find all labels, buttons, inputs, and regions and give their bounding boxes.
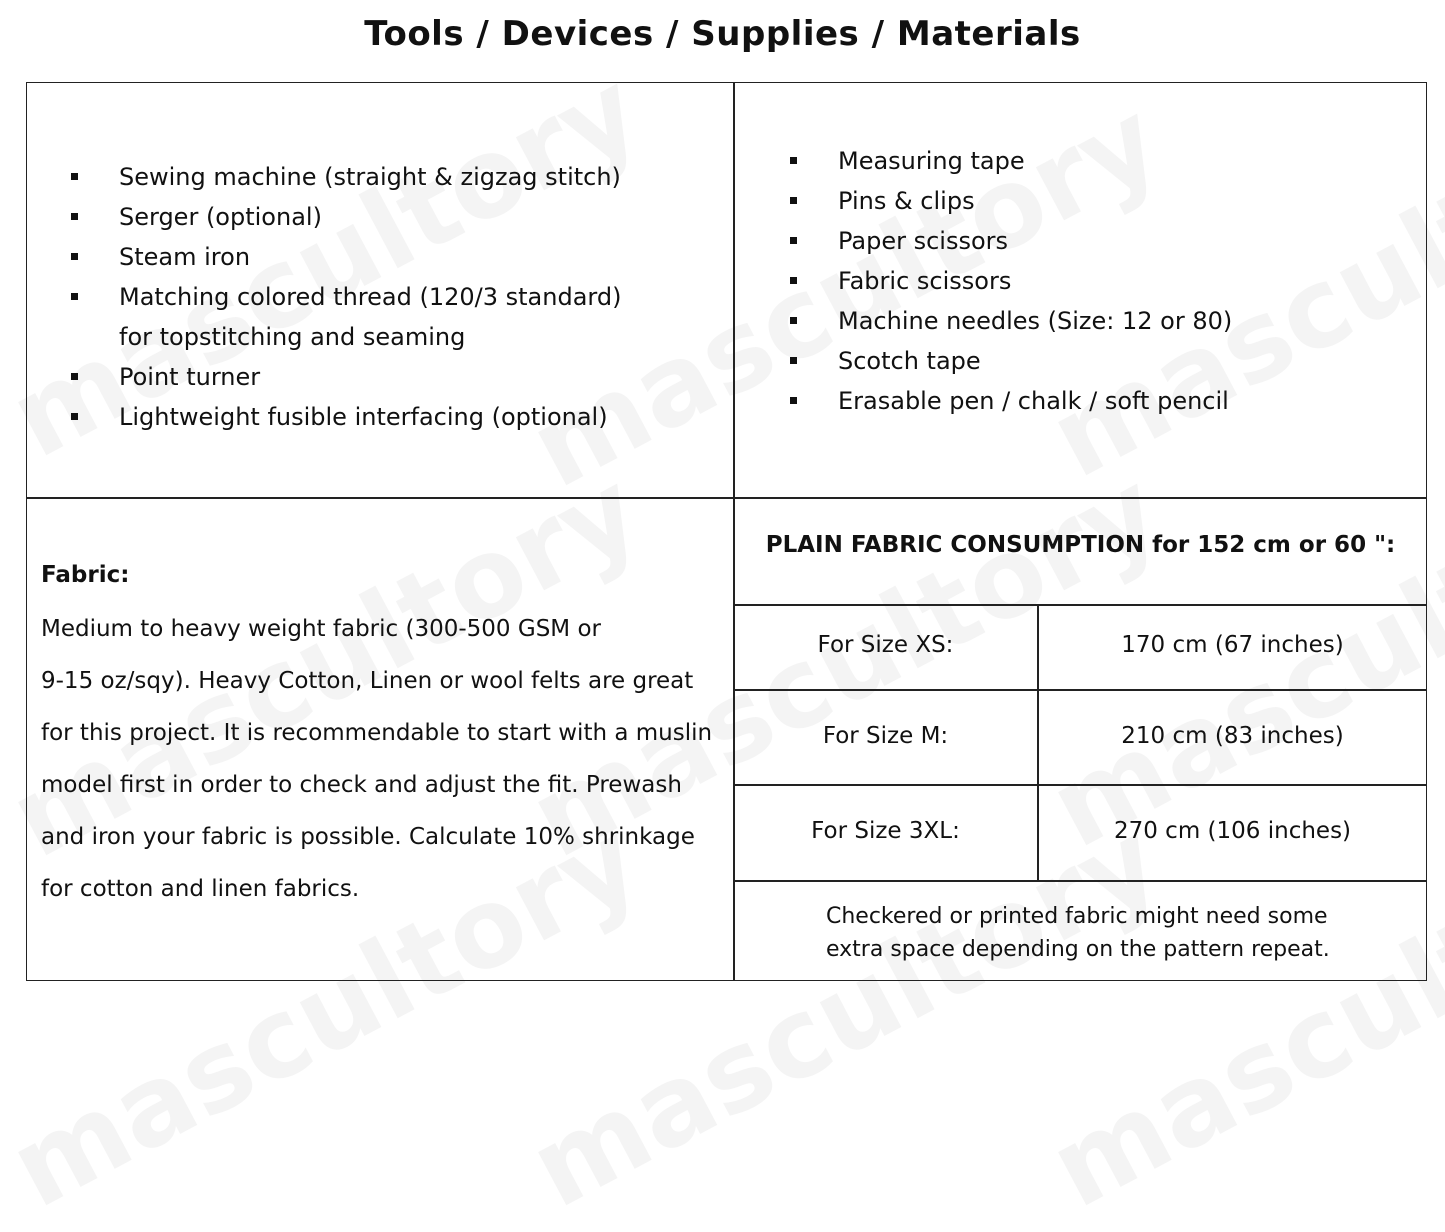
- consumption-divider: [733, 604, 1427, 606]
- fabric-heading: Fabric:: [41, 562, 130, 588]
- list-item: [71, 397, 711, 437]
- list-item-text: Paper scissors: [838, 227, 1009, 255]
- size-label: For Size 3XL:: [811, 818, 960, 844]
- size-amount: 270 cm (106 inches): [1113, 818, 1352, 844]
- list-item: [71, 277, 711, 357]
- pattern-repeat-note: [826, 900, 1416, 966]
- fabric-line: Medium to heavy weight fabric (300-500 GSM or: [41, 616, 601, 642]
- size-label: For Size M:: [822, 723, 949, 749]
- list-item: [71, 197, 711, 237]
- list-item: [71, 357, 711, 397]
- consumption-divider: [733, 689, 1427, 691]
- list-item: [790, 181, 1410, 221]
- list-item: [790, 221, 1410, 261]
- fabric-description: [41, 603, 731, 915]
- tools-list-right: [790, 141, 1410, 421]
- list-item-text: Matching colored thread (120/3 standard): [119, 283, 622, 311]
- page-title: Tools / Devices / Supplies / Materials: [364, 14, 1081, 54]
- list-item-text: Point turner: [119, 363, 261, 391]
- fabric-section: [41, 553, 731, 915]
- list-item: [790, 261, 1410, 301]
- consumption-title: PLAIN FABRIC CONSUMPTION for 152 cm or 60 ":: [765, 532, 1396, 558]
- fabric-line: for cotton and linen fabrics.: [41, 876, 360, 902]
- fabric-line: for this project. It is recommendable to start with a muslin: [41, 720, 713, 746]
- list-item: [790, 301, 1410, 341]
- tools-list-left: [71, 157, 711, 437]
- list-item-text: Lightweight fusible interfacing (optional): [119, 403, 608, 431]
- list-item-text: Machine needles (Size: 12 or 80): [838, 307, 1233, 335]
- consumption-divider: [733, 880, 1427, 882]
- fabric-line: 9-15 oz/sqy). Heavy Cotton, Linen or wool felts are great: [41, 668, 694, 694]
- row-divider: [26, 497, 1427, 499]
- note-line: extra space depending on the pattern repeat.: [826, 937, 1330, 962]
- size-label: For Size XS:: [817, 632, 954, 658]
- list-item-text: Erasable pen / chalk / soft pencil: [838, 387, 1229, 415]
- size-amount: 210 cm (83 inches): [1121, 723, 1344, 749]
- list-item: [71, 237, 711, 277]
- consumption-divider: [733, 784, 1427, 786]
- list-item: [790, 341, 1410, 381]
- fabric-line: model first in order to check and adjust the fit. Prewash: [41, 772, 682, 798]
- list-item-text: Steam iron: [119, 243, 251, 271]
- list-item-text: Measuring tape: [838, 147, 1025, 175]
- list-item-text: Fabric scissors: [838, 267, 1012, 295]
- size-amount: 170 cm (67 inches): [1121, 632, 1344, 658]
- list-item-text: Pins & clips: [838, 187, 975, 215]
- list-item-text: Serger (optional): [119, 203, 322, 231]
- note-line: Checkered or printed fabric might need some: [826, 904, 1328, 929]
- list-item: [790, 141, 1410, 181]
- fabric-line: and iron your fabric is possible. Calculate 10% shrinkage: [41, 824, 695, 850]
- list-item-text: Sewing machine (straight & zigzag stitch): [119, 163, 621, 191]
- list-item-text-continued: for topstitching and seaming: [119, 323, 466, 351]
- list-item-text: Scotch tape: [838, 347, 981, 375]
- list-item: [71, 157, 711, 197]
- list-item: [790, 381, 1410, 421]
